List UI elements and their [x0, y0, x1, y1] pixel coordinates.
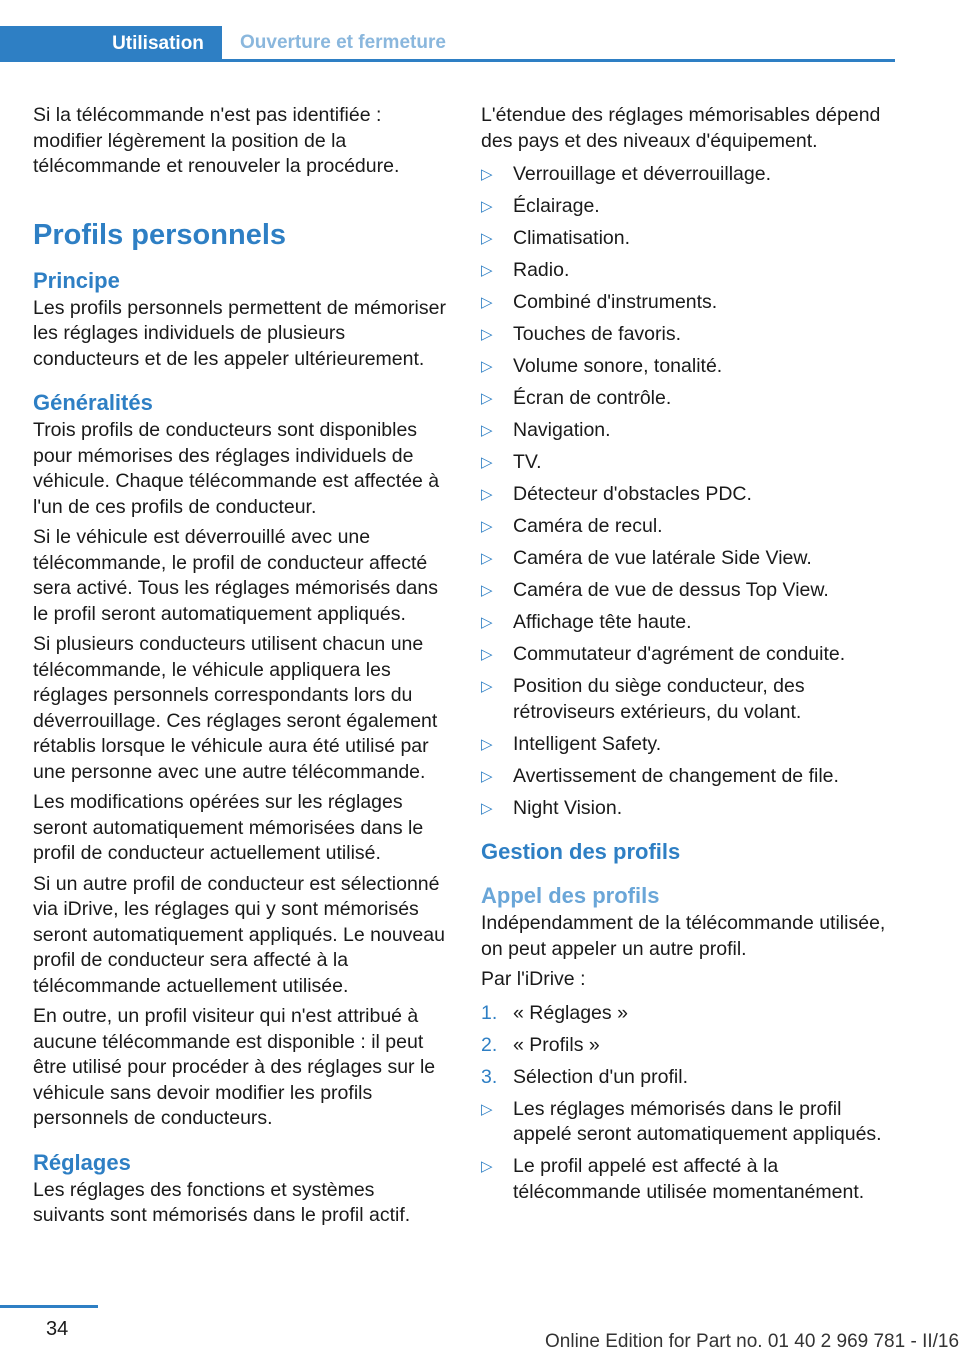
list-item: ▷ Combiné d'instruments.	[481, 290, 897, 316]
list-item: ▷ Verrouillage et déverrouillage.	[481, 162, 897, 188]
reglages-text: Les réglages des fonctions et systèmes suivants sont mémorisés dans le profil actif.	[33, 1178, 411, 1226]
right-column	[481, 103, 897, 1212]
footer-rule	[0, 1305, 98, 1308]
triangle-bullet-icon: ▷	[481, 1158, 493, 1175]
triangle-bullet-icon: ▷	[481, 390, 493, 407]
step-item: 3. Sélection d'un profil.	[481, 1065, 897, 1091]
list-item: ▷ Caméra de recul.	[481, 514, 897, 540]
triangle-bullet-icon: ▷	[481, 1100, 493, 1118]
triangle-bullet-icon: ▷	[481, 454, 493, 471]
list-item: ▷ Touches de favoris.	[481, 322, 897, 348]
principe-text: Les profils personnels permettent de mémoriser les réglages individuels de plusieurs conducteurs et de les appeler ultérieurement.	[33, 296, 446, 370]
generalites-p1: Trois profils de conducteurs sont disponibles pour mémorises des réglages individuels de véhicule. Chaque télécommande est affectée à l'un de ces profils de conducteur.	[33, 419, 440, 518]
heading-principe: Principe	[33, 267, 120, 293]
triangle-bullet-icon: ▷	[481, 422, 493, 439]
triangle-bullet-icon: ▷	[481, 518, 493, 535]
triangle-bullet-icon: ▷	[481, 198, 493, 215]
list-item: ▷ Night Vision.	[481, 796, 897, 822]
step-number: 1.	[481, 1001, 498, 1024]
heading-appel-profils: Appel des profils	[481, 883, 660, 908]
list-item: ▷ Radio.	[481, 258, 897, 284]
section-title: Profils personnels	[33, 218, 287, 251]
tab-utilisation[interactable]: Utilisation	[0, 26, 222, 62]
triangle-bullet-icon: ▷	[481, 614, 493, 631]
generalites-p5: Si un autre profil de conducteur est sélectionné via iDrive, les réglages qui y sont mémorisés seront automatiquement appliqués. Le nouveau profil de conducteur sera affecté à la télécommande actuellement utilisée.	[33, 872, 445, 997]
step-item: 2. « Profils »	[481, 1033, 897, 1059]
list-item: ▷ Éclairage.	[481, 194, 897, 220]
triangle-bullet-icon: ▷	[481, 230, 493, 247]
appel-p1: Indépendamment de la télécommande utilisée, on peut appeler un autre profil.	[481, 912, 886, 960]
triangle-bullet-icon: ▷	[481, 486, 493, 503]
appel-p2: Par l'iDrive :	[481, 968, 586, 990]
triangle-bullet-icon: ▷	[481, 646, 493, 663]
result-item: ▷ Les réglages mémorisés dans le profil appelé seront automatiquement appliqués.	[481, 1097, 897, 1148]
left-column	[33, 103, 449, 1234]
triangle-bullet-icon: ▷	[481, 294, 493, 311]
triangle-bullet-icon: ▷	[481, 678, 493, 695]
list-item: ▷ Affichage tête haute.	[481, 610, 897, 636]
generalites-p4: Les modifications opérées sur les réglages seront automatiquement mémorisées dans le profil de conducteur actuellement utilisé.	[33, 791, 424, 864]
heading-reglages: Réglages	[33, 1149, 131, 1175]
list-item: ▷ Volume sonore, tonalité.	[481, 354, 897, 380]
list-item: ▷ Commutateur d'agrément de conduite.	[481, 642, 897, 668]
triangle-bullet-icon: ▷	[481, 326, 493, 343]
triangle-bullet-icon: ▷	[481, 799, 493, 817]
triangle-bullet-icon: ▷	[481, 582, 493, 599]
list-item: ▷ Détecteur d'obstacles PDC.	[481, 482, 897, 508]
page-header	[0, 26, 895, 62]
generalites-p2: Si le véhicule est déverrouillé avec une télécommande, le profil de conducteur affecté sera activé. Tous les réglages mémorisés dans le profil seront automatiquement appliqués.	[33, 526, 438, 625]
generalites-p3: Si plusieurs conducteurs utilisent chacun une télécommande, le véhicule appliquera les réglages personnels correspondants lors du déverrouillage. Ces réglages seront également rétablis lorsque le véhicule aura été utilisé par une personne avec une autre télécommande.	[33, 633, 438, 783]
list-item: ▷ Écran de contrôle.	[481, 386, 897, 412]
intro-paragraph: Si la télécommande n'est pas identifiée : modifier légèrement la position de la télécommande et renouveler la procédure.	[33, 104, 400, 177]
header-rule	[0, 59, 895, 62]
list-item: ▷ TV.	[481, 450, 897, 476]
heading-generalites: Généralités	[33, 390, 153, 415]
generalites-p6: En outre, un profil visiteur qui n'est attribué à aucune télécommande est disponible : il peut être utilisé pour procéder à des réglages sur le véhicule sans devoir modifier les profils personnels de conducteurs.	[33, 1005, 436, 1129]
triangle-bullet-icon: ▷	[481, 262, 493, 279]
list-item: ▷ Caméra de vue latérale Side View.	[481, 546, 897, 572]
list-item: ▷ Intelligent Safety.	[481, 732, 897, 758]
list-item: ▷ Avertissement de changement de file.	[481, 764, 897, 790]
step-number: 3.	[481, 1065, 498, 1088]
triangle-bullet-icon: ▷	[481, 358, 493, 375]
triangle-bullet-icon: ▷	[481, 735, 493, 753]
result-item: ▷ Le profil appelé est affecté à la télécommande utilisée momentanément.	[481, 1154, 897, 1205]
list-item: ▷ Navigation.	[481, 418, 897, 444]
tab-ouverture-fermeture[interactable]: Ouverture et fermeture	[240, 31, 446, 53]
page-number: 34	[46, 1318, 69, 1340]
settings-list	[481, 162, 897, 821]
list-item: ▷ Climatisation.	[481, 226, 897, 252]
list-item: ▷ Caméra de vue de dessus Top View.	[481, 578, 897, 604]
triangle-bullet-icon: ▷	[481, 767, 493, 785]
right-intro: L'étendue des réglages mémorisables dépend des pays et des niveaux d'équipement.	[481, 104, 881, 152]
edition-text: Online Edition for Part no. 01 40 2 969 781 - II/16	[545, 1331, 960, 1352]
step-number: 2.	[481, 1033, 498, 1056]
triangle-bullet-icon: ▷	[481, 550, 493, 567]
steps-list	[481, 1001, 897, 1206]
step-item: 1. « Réglages »	[481, 1001, 897, 1027]
triangle-bullet-icon: ▷	[481, 166, 493, 183]
heading-gestion-profils: Gestion des profils	[481, 839, 681, 864]
list-item: ▷ Position du siège conducteur, des rétroviseurs extérieurs, du volant.	[481, 674, 897, 725]
